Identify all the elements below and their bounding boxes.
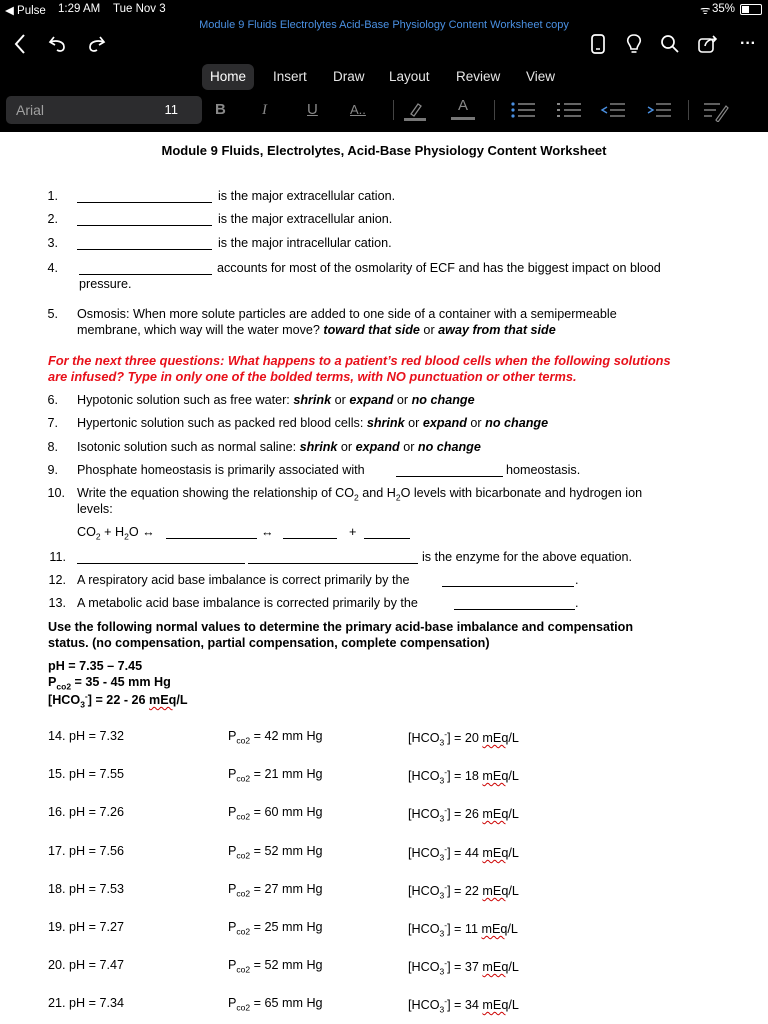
normal-pco2: $P_{co2} = 35 - 45$ mm Hg — [48, 675, 171, 692]
battery-level: 35% — [712, 3, 736, 15]
q1-number: 1. — [47, 189, 58, 203]
q10-text-cont: levels: — [77, 502, 113, 516]
case-pco2: $P_{co2} = 27$ mm Hg — [228, 882, 323, 899]
case-hco3: $[HCO_3^-] = 11$ mEq/L — [408, 920, 518, 939]
battery-icon — [740, 4, 762, 15]
q9-blank[interactable] — [396, 476, 503, 477]
font-name: Arial — [16, 102, 45, 118]
case-hco3: $[HCO_3^-] = 44$ mEq/L — [408, 844, 519, 863]
q3-blank[interactable] — [77, 249, 212, 250]
status-date: Tue Nov 3 — [113, 3, 166, 15]
tab-review[interactable]: Review — [456, 69, 501, 84]
font-color-label: A — [457, 97, 468, 114]
case-pco2: $P_{co2} = 42$ mm Hg — [228, 729, 323, 746]
q12-period: . — [575, 573, 579, 587]
q6-text: Hypotonic solution such as free water: shrink or expand or no change — [77, 393, 475, 407]
q10-text: Write the equation showing the relationship of $CO_2$ and $H_2O$ levels with bicarbonate and hydrogen ion — [77, 486, 643, 503]
italic-button[interactable]: I — [262, 102, 267, 118]
case-ph: 16. pH = 7.26 — [48, 805, 124, 819]
q9-text-after: homeostasis. — [506, 463, 581, 477]
case-hco3: $[HCO_3^-] = 18$ mEq/L — [408, 767, 519, 786]
q11-text: is the enzyme for the above equation. — [422, 550, 633, 564]
q11-blank-1[interactable] — [77, 563, 245, 564]
more-icon[interactable]: ··· — [740, 35, 756, 52]
normals-intro-line1: Use the following normal values to determine the primary acid-base imbalance and compensation — [48, 620, 634, 634]
normal-ph: pH = 7.35 – 7.45 — [48, 659, 143, 673]
q13-text: A metabolic acid base imbalance is corrected primarily by the — [77, 596, 418, 610]
q5-text-cont: membrane, which way will the water move? toward that side or away from that side — [77, 323, 556, 337]
equation-arrow: ↔ — [261, 525, 274, 539]
q4-blank[interactable] — [79, 274, 212, 275]
divider — [393, 100, 394, 120]
case-hco3: $[HCO_3^-] = 20$ mEq/L — [408, 729, 519, 748]
equation-blank-1[interactable] — [166, 538, 257, 539]
q9-text: Phosphate homeostasis is primarily associated with — [77, 463, 365, 477]
tab-view[interactable]: View — [526, 69, 556, 84]
mobile-view-icon[interactable] — [584, 30, 612, 58]
share-icon[interactable] — [694, 30, 722, 58]
q10-number: 10. — [47, 486, 65, 500]
case-hco3: $[HCO_3^-] = 22$ mEq/L — [408, 882, 519, 901]
case-pco2: $P_{co2} = 25$ mm Hg — [228, 920, 323, 937]
case-pco2: $P_{co2} = 52$ mm Hg — [228, 958, 323, 975]
case-pco2: $P_{co2} = 52$ mm Hg — [228, 844, 323, 861]
q7-text: Hypertonic solution such as packed red blood cells: shrink or expand or no change — [77, 416, 549, 430]
case-ph: 14. pH = 7.32 — [48, 729, 124, 743]
equation-blank-3[interactable] — [364, 538, 410, 539]
q4-text: accounts for most of the osmolarity of ECF and has the biggest impact on blood — [217, 261, 661, 275]
case-ph: 17. pH = 7.56 — [48, 844, 124, 858]
font-size[interactable]: 11 — [164, 102, 178, 117]
wifi-icon: ᯤ — [700, 5, 711, 17]
q1-text: is the major extracellular cation. — [218, 189, 396, 203]
case-ph: 15. pH = 7.55 — [48, 767, 124, 781]
q2-text: is the major extracellular anion. — [218, 212, 393, 226]
q3-number: 3. — [47, 236, 58, 250]
q13-period: . — [575, 596, 579, 610]
q8-number: 8. — [47, 440, 58, 454]
equation-left: $CO_2 + H_2O$ ↔ — [77, 525, 155, 542]
normals-intro-line2: status. (no compensation, partial compensation, complete compensation) — [48, 636, 490, 650]
q12-text: A respiratory acid base imbalance is correct primarily by the — [77, 573, 410, 587]
q4-text-cont: pressure. — [79, 277, 132, 291]
bold-button[interactable]: B — [215, 101, 226, 118]
lightbulb-icon[interactable] — [620, 30, 648, 58]
highlight-icon[interactable] — [402, 100, 428, 122]
q1-blank[interactable] — [77, 202, 212, 203]
q2-blank[interactable] — [77, 225, 212, 226]
tab-layout[interactable]: Layout — [389, 69, 430, 84]
q2-number: 2. — [47, 212, 58, 226]
tab-draw[interactable]: Draw — [333, 69, 365, 84]
app-toolbar — [0, 0, 768, 132]
case-pco2: $P_{co2} = 60$ mm Hg — [228, 805, 323, 822]
q12-blank[interactable] — [442, 586, 574, 587]
case-ph: 19. pH = 7.27 — [48, 920, 124, 934]
q13-number: 13. — [48, 596, 66, 610]
q5-text: Osmosis: When more solute particles are added to one side of a container with a semipermeable — [77, 307, 617, 321]
document-page[interactable] — [0, 132, 768, 1024]
instructions-red-line1: For the next three questions: What happens to a patient’s red blood cells when the following solutions — [48, 353, 671, 368]
case-hco3: $[HCO_3^-] = 26$ mEq/L — [408, 805, 519, 824]
undo-icon[interactable] — [44, 30, 72, 58]
equation-blank-2[interactable] — [283, 538, 337, 539]
case-ph: 21. pH = 7.34 — [48, 996, 124, 1010]
q12-number: 12. — [48, 573, 66, 587]
normal-hco3: $[HCO_3^-] = 22 - 26$ mEq/L — [48, 691, 188, 710]
back-to-app-link[interactable]: ◀ Pulse — [5, 5, 46, 17]
search-icon[interactable] — [656, 30, 684, 58]
q9-number: 9. — [47, 463, 58, 477]
styles-button[interactable]: A.. — [350, 102, 366, 117]
q3-text: is the major intracellular cation. — [218, 236, 392, 250]
redo-icon[interactable] — [82, 30, 110, 58]
case-pco2: $P_{co2} = 21$ mm Hg — [228, 767, 323, 784]
back-app-label: Pulse — [17, 5, 46, 17]
equation-plus: + — [349, 525, 357, 539]
q13-blank[interactable] — [454, 609, 575, 610]
paragraph-styles-icon[interactable] — [702, 100, 730, 127]
q8-text: Isotonic solution such as normal saline: shrink or expand or no change — [77, 440, 481, 454]
status-time: 1:29 AM — [58, 3, 101, 15]
divider — [688, 100, 689, 120]
q6-number: 6. — [47, 393, 58, 407]
case-pco2: $P_{co2} = 65$ mm Hg — [228, 996, 323, 1013]
font-selector[interactable] — [6, 96, 202, 124]
underline-button[interactable]: U — [307, 101, 318, 118]
tab-home[interactable]: Home — [202, 64, 254, 90]
numbering-icon[interactable] — [556, 100, 582, 125]
q7-number: 7. — [47, 416, 58, 430]
chevron-left-icon[interactable] — [6, 30, 34, 58]
font-color-button[interactable] — [450, 97, 476, 123]
case-hco3: $[HCO_3^-] = 37$ mEq/L — [408, 958, 519, 977]
instructions-red-line2: are infused? Type in only one of the bolded terms, with NO punctuation or other terms. — [48, 369, 577, 384]
q11-number: 11. — [49, 550, 66, 564]
document-title: Module 9 Fluids Electrolytes Acid-Base Physiology Content Worksheet copy — [199, 19, 569, 31]
case-ph: 20. pH = 7.47 — [48, 958, 124, 972]
case-ph: 18. pH = 7.53 — [48, 882, 124, 896]
q11-blank-2[interactable] — [248, 563, 418, 564]
decrease-indent-icon[interactable] — [600, 100, 626, 125]
case-hco3: $[HCO_3^-] = 34$ mEq/L — [408, 996, 519, 1015]
q4-number: 4. — [47, 261, 58, 275]
increase-indent-icon[interactable] — [646, 100, 672, 125]
q5-number: 5. — [47, 307, 58, 321]
divider — [494, 100, 495, 120]
tab-insert[interactable]: Insert — [273, 69, 307, 84]
bullets-icon[interactable] — [510, 100, 536, 125]
worksheet-title: Module 9 Fluids, Electrolytes, Acid-Base Physiology Content Worksheet — [161, 143, 607, 158]
